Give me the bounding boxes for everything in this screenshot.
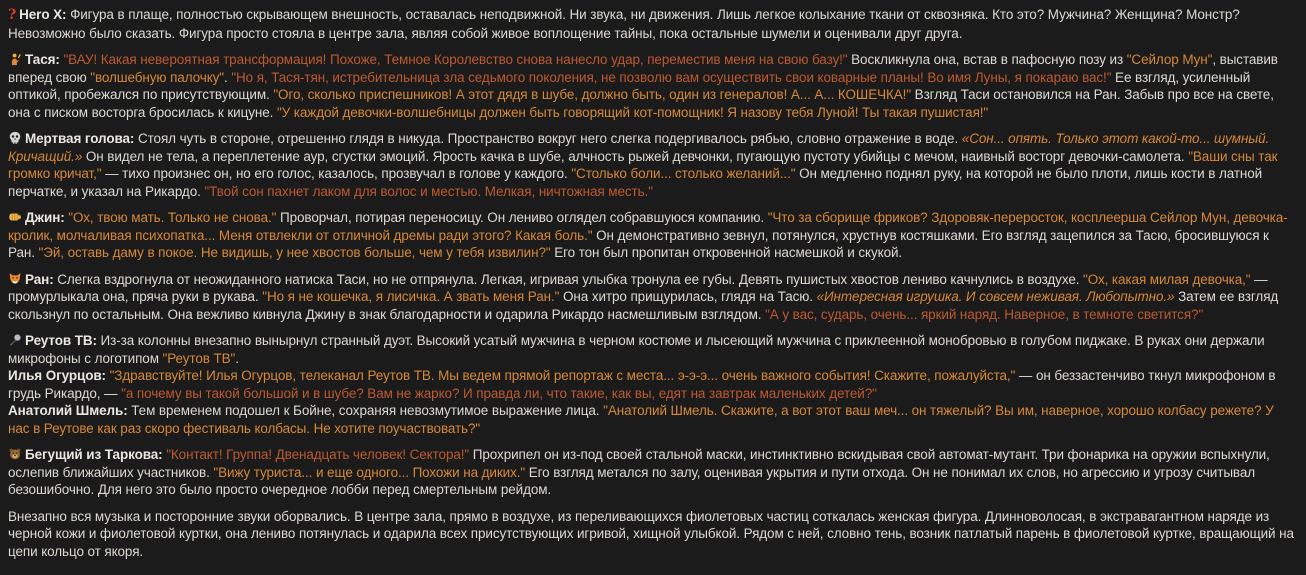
character-name: Реутов ТВ: (25, 333, 97, 348)
narration-text: Фигура в плаще, полностью скрывающем внешность, оставалась неподвижной. Ни звука, ни движения. Лишь легкое колыхание ткани от сквозняка. Кто это? Мужчина? Женщина? Монстр? Невозможно было сказать. Фигура просто стояла в центре зала, являя собой живое воплощение тайны, пока остальные шумели и оценивали друг друга. (8, 7, 1240, 41)
narration-text: Его тон был пропитан откровенной насмешкой и скукой. (550, 245, 903, 260)
fox-icon (8, 272, 22, 286)
narration-text: . (235, 350, 239, 366)
speech-quote: "Эй, оставь даму в покое. Не видишь, у нее хвостов больше, чем у тебя извилин?" (38, 245, 551, 260)
narration-text: Он демонстративно зевнул, потянулся, хрустнув костяшками. Его взгляд зацепился за Тасю, бросившуюся к Ран. (8, 227, 1269, 260)
speech-quote: "У каждой девочки-волшебницы должен быть говорящий кот-помощник! Я назову тебя Луной! Ты такая пушистая!" (276, 104, 989, 120)
speech-quote: "Столько боли... столько желаний..." (571, 166, 796, 181)
narration-text: Ее взгляд, усиленный оптикой, пробежался по присутствующим. (8, 69, 1251, 102)
speech-quote: "Ох, какая милая девочка," (1083, 271, 1251, 287)
bear-icon (8, 447, 22, 461)
person-raising-hand-icon (8, 52, 22, 66)
character-name: Ран: (25, 271, 54, 287)
narration-text: — он беззастенчиво ткнул микрофоном в грудь Рикардо, — (8, 368, 1276, 401)
speech-quote: "Вижу туриста... и еще одного... Похожи на диких." (213, 464, 526, 480)
speech-quote-accent: "а почему вы такой большой и в шубе? Вам не жарко? И правда ли, что такие, как вы, едят на завтрак маленьких детей?" (121, 385, 877, 401)
log-paragraph (8, 209, 1296, 262)
log-paragraph (8, 51, 1296, 121)
character-name: Тася: (25, 52, 60, 67)
speech-quote: "Но я не кошечка, я лисичка. А звать меня Ран." (262, 289, 560, 304)
narration-text: Взгляд Таси остановился на Ран. Забыв про все на свете, она с писком восторга бросилась к кицуне. (8, 87, 1274, 120)
speech-quote: "Что за сборище фриков? Здоровяк-переросток, косплеерша Сейлор Мун, девочка-кролик, молчаливая психопатка... Меня отвлекли от отличной дремы ради этого? Какая боль." (8, 210, 1288, 243)
speech-quote-accent: "Твой сон пахнет лаком для волос и местью. Мелкая, ничтожная месть." (204, 183, 653, 199)
narration-text: Внезапно вся музыка и посторонние звуки оборвались. В центре зала, прямо в воздухе, из переливающихся фиолетовых частиц соткалась женская фигура. Длинноволосая, в экстравагантном наряде из черной кожи и фиолетовой куртки, она лениво потянулась и одарила всех присутствующих игривой, хищной улыбкой. Рядом с ней, словно тень, возник патлатый парень в фиолетовой куртке, вращающий на цепи кольцо от якоря. (8, 508, 1294, 559)
speech-quote: "Здравствуйте! Илья Огурцов, телеканал Реутов ТВ. Мы ведем прямой репортаж с места... э-э-э... очень важного события! Скажите, пожалуйста," (109, 368, 1016, 383)
character-name: Анатолий Шмель: (8, 403, 128, 418)
speech-quote: "Реутов ТВ" (162, 350, 236, 366)
speech-quote-accent: "ВАУ! Какая невероятная трансформация! Похоже, Темное Королевство снова нанесло удар, переместив меня на свою базу!" (63, 52, 848, 67)
log-paragraph (8, 271, 1296, 324)
narration-text: Стоял чуть в стороне, отрешенно глядя в никуда. Пространство вокруг него слегка подергивалось рябью, словно отражение в воде. (134, 131, 962, 146)
narration-text: Прохрипел он из-под своей стальной маски, инстинктивно вскидывая свой автомат-мутант. Три фонарика на оружии вспыхнули, ослепив ближайших участников. (8, 447, 1270, 480)
log-paragraph (8, 446, 1296, 499)
narration-text: Проворчал, потирая переносицу. Он лениво оглядел собравшуюся компанию. (276, 210, 768, 225)
speech-quote: "Ого, сколько приспешников! А этот дядя в шубе, должно быть, один из генералов! А... А... КОШЕЧКА!" (273, 87, 912, 102)
narration-text: Слегка вздрогнула от неожиданного натиска Таси, но не отпрянула. Легкая, игривая улыбка тронула ее губы. Девять пушистых хвостов лениво качнулись в воздухе. (53, 271, 1084, 287)
narration-text: Она хитро прищурилась, глядя на Тасю. (559, 289, 817, 304)
narration-text: Затем ее взгляд скользнул по остальным. Она вежливо кивнула Джину в знак благодарности и одарила Рикардо насмешливым взглядом. (8, 289, 1279, 322)
narration-text: Он видел не тела, а переплетение аур, сгустки эмоций. Ярость качка в шубе, алчность рыжей девчонки, пугающую пустоту убийцы с мечом, наивный восторг девочки-самолета. (82, 148, 1189, 164)
character-name: Мертвая голова: (25, 131, 135, 146)
log-paragraph (8, 6, 1296, 42)
narration-text: Из-за колонны внезапно вынырнул странный дуэт. Высокий усатый мужчина в черном костюме и лысеющий мужчина с приклеенной монобровью в голубом пиджаке. В руках они держали микрофоны с логотипом (8, 333, 1265, 366)
speech-quote-accent: "А у вас, сударь, очень... яркий наряд. Наверное, в темноте светится?" (765, 306, 1204, 322)
microphone-icon (8, 333, 22, 347)
speech-quote: "Ох, твою мать. Только не снова." (68, 210, 277, 225)
speech-quote-accent: "Контакт! Группа! Двенадцать человек! Сектора!" (166, 447, 470, 462)
thought-quote: «Интересная игрушка. И совсем неживая. Любопытно.» (816, 289, 1175, 304)
speech-quote: "волшебную палочку" (90, 69, 224, 85)
log-paragraph (8, 332, 1296, 437)
speech-quote: "Ваши сны так громко кричат," (8, 148, 1278, 181)
log-paragraph (8, 130, 1296, 200)
speech-quote-accent: "Но я, Тася-тян, истребительница зла седьмого поколения, не позволю вам осуществить свои коварные планы! Во имя Луны, я покараю вас!" (231, 69, 1112, 85)
character-name: Бегущий из Таркова: (25, 447, 163, 462)
fist-icon (8, 210, 22, 224)
character-name: Hero X: (19, 7, 67, 22)
speech-quote: "Анатолий Шмель. Скажите, а вот этот ваш меч... он тяжелый? Вы им, наверное, хорошо колбасу режете? У нас в Реутове как раз скоро фестиваль колбасы. Не хотите поучаствовать?" (8, 403, 1274, 436)
narration-text: Тем временем подошел к Бойне, сохраняя невозмутимое выражение лица. (127, 403, 604, 418)
narration-text: Воскликнула она, встав в пафосную позу из (847, 52, 1127, 67)
question-icon: ? (8, 7, 17, 23)
narration-text: Его взгляд метался по залу, оценивая укрытия и пути отхода. Он не понимал их слов, но агрессию и угрозу считывал безошибочно. Для него это было просто очередное лобби перед смертельным рейдом. (8, 464, 1256, 497)
speech-quote: "Сейлор Мун" (1126, 52, 1213, 67)
narration-text: Он медленно поднял руку, на которой не было плоти, лишь кости в латной перчатке, и указал на Рикардо. (8, 166, 1263, 199)
narration-text: — тихо произнес он, но его голос, казалось, прозвучал в голове у каждого. (101, 166, 572, 181)
thought-quote: «Сон... опять. Только этот какой-то... шумный. Кричащий.» (8, 131, 1270, 164)
log-paragraph (8, 508, 1296, 561)
narration-text: — промурлыкала она, пряча руки в рукава. (8, 271, 1268, 304)
character-name: Илья Огурцов: (8, 368, 106, 383)
narration-text: , выставив вперед свою (8, 52, 1278, 85)
narration-text: . (224, 69, 232, 85)
skull-icon (8, 131, 22, 145)
character-name: Джин: (25, 210, 65, 225)
